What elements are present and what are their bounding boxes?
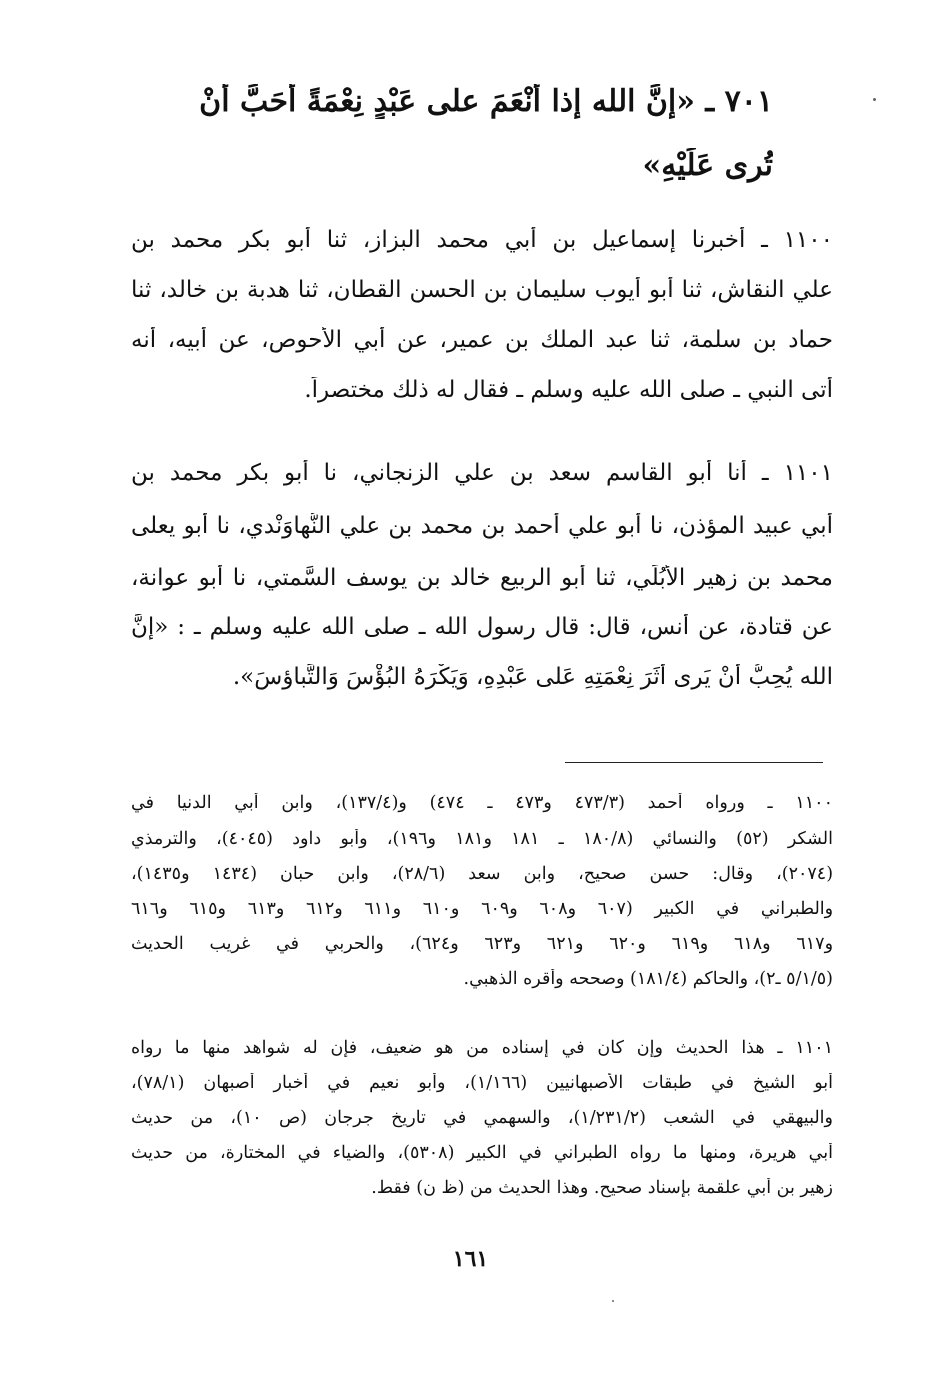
footnote-1100-line-5: و٦١٧ و٦١٨ و٦١٩ و٦٢٠ و٦٢١ و٦٢٣ و٦٢٤)، والحربي في غريب الحديث: [131, 934, 833, 954]
footnote-1100-line-6: (٥/١/٥ ـ٢)، والحاكم (١٨١/٤) وصححه وأقره الذهبي.: [463, 969, 833, 989]
hadith-1100-line-1: ١١٠٠ ـ أخبرنا إسماعيل بن أبي محمد البزاز، ثنا أبو بكر محمد بن: [131, 227, 833, 253]
page-number: ١٦١: [452, 1246, 489, 1272]
footnote-1100-line-3: (٢٠٧٤)، وقال: حسن صحيح، وابن سعد (٢٨/٦)، وابن حبان (١٤٣٤ و١٤٣٥)،: [131, 864, 833, 884]
footnote-1101-line-3: والبيهقي في الشعب (١/٢٣١/٢)، والسهمي في تاريخ جرجان (ص ١٠)، من حديث: [131, 1108, 833, 1128]
hadith-1101-line-4: عن قتادة، عن أنس، قال: قال رسول الله ـ صلى الله عليه وسلم ـ : «إنَّ: [131, 614, 833, 640]
footnote-1101-line-1: ١١٠١ ـ هذا الحديث وإن كان في إسناده من هو ضعيف، فإن له شواهد منها ما رواه: [131, 1038, 833, 1058]
scan-speck: [873, 98, 876, 101]
hadith-1101-line-2: أبي عبيد المؤذن، نا أبو علي أحمد بن محمد بن علي النُّهاوَنْدي، نا أبو يعلى: [131, 513, 833, 539]
hadith-1100-line-2: علي النقاش، ثنا أبو أيوب سليمان بن الحسن القطان، ثنا هدبة بن خالد، ثنا: [131, 277, 833, 303]
footnote-separator: [565, 762, 823, 763]
footnote-1101-line-2: أبو الشيخ في طبقات الأصبهانيين (١/١٦٦)، وأبو نعيم في أخبار أصبهان (٧٨/١)،: [131, 1073, 833, 1093]
chapter-heading-line-2: تُرى عَلَيْهِ»: [642, 148, 773, 183]
footnote-1101-line-4: أبي هريرة، ومنها ما رواه الطبراني في الكبير (٥٣٠٨)، والضياء في المختارة، من حديث: [131, 1143, 833, 1163]
hadith-1101-line-5: الله يُحِبُّ أَنْ يَرى أَثَرَ نِعْمَتِهِ عَلى عَبْدِهِ، وَيَكْرَهُ البُؤْسَ وَالتَّباؤسَ».: [232, 664, 833, 690]
hadith-1101-line-1: ١١٠١ ـ أنا أبو القاسم سعد بن علي الزنجاني، نا أبو بكر محمد بن: [131, 460, 833, 486]
chapter-heading-line-1: ٧٠١ ـ «إنَّ الله إذا أَنْعَمَ على عَبْدٍ نِعْمَةً أَحَبَّ أَنْ: [199, 84, 773, 119]
hadith-1100-line-4: أتى النبي ـ صلى الله عليه وسلم ـ فقال له ذلك مختصراً.: [304, 377, 833, 403]
scan-speck: [612, 1300, 614, 1302]
hadith-1100-line-3: حماد بن سلمة، ثنا عبد الملك بن عمير، عن أبي الأحوص، عن أبيه، أنه: [131, 327, 833, 353]
hadith-1101-line-3: محمد بن زهير الأُبُلِّي، ثنا أبو الربيع خالد بن يوسف السَّمتي، نا أبو عوانة،: [131, 565, 833, 591]
footnote-1100-line-1: ١١٠٠ ـ ورواه أحمد (٤٧٣/٣ و٤٧٣ ـ ٤٧٤) و(١٣٧/٤)، وابن أبي الدنيا في: [131, 793, 833, 813]
footnote-1100-line-2: الشكر (٥٢) والنسائي (١٨٠/٨ ـ ١٨١ و١٨١ و١٩٦)، وأبو داود (٤٠٤٥)، والترمذي: [131, 829, 833, 849]
footnote-1101-line-5: زهير بن أبي علقمة بإسناد صحيح. وهذا الحديث من (ظ ن) فقط.: [371, 1178, 833, 1198]
footnote-1100-line-4: والطبراني في الكبير (٦٠٧ و٦٠٨ و٦٠٩ و٦١٠ و٦١١ و٦١٢ و٦١٣ و٦١٥ و٦١٦: [131, 899, 833, 919]
